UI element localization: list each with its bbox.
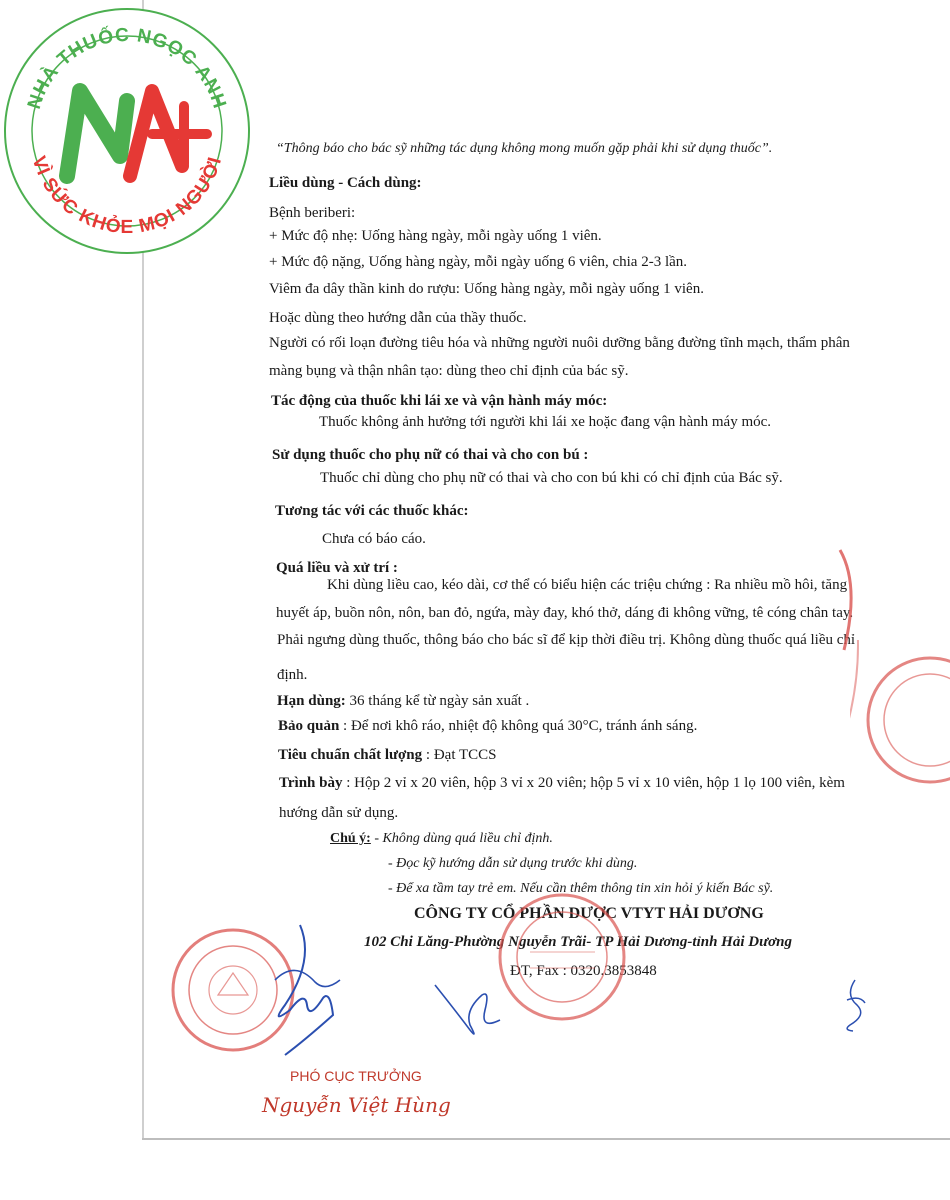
overdose-heading: Quá liều và xử trí : [276,560,398,576]
digestive-text-1: Người có rối loạn đường tiêu hóa và những người nuôi dưỡng bằng đường tĩnh mạch, thẩm phân [269,335,850,351]
overdose-text-4: định. [277,667,308,683]
company-name: CÔNG TY CỔ PHẦN DƯỢC VTYT HẢI DƯƠNG [414,905,764,922]
signature-name: Nguyễn Việt Hùng [262,1093,451,1117]
expiry-value: 36 tháng kể từ ngày sản xuất . [349,693,530,709]
signature-title: PHÓ CỤC TRƯỞNG [290,1068,422,1084]
digestive-text-2: màng bụng và thận nhân tạo: dùng theo chỉ định của bác sỹ. [269,363,629,379]
company-seal-stamp [495,890,630,1025]
mild-dosage: + Mức độ nhẹ: Uống hàng ngày, mỗi ngày uống 1 viên. [269,228,602,244]
storage-value: : Để nơi khô ráo, nhiệt độ không quá 30°C, tránh ánh sáng. [343,718,698,734]
presentation-value: : Hộp 2 vỉ x 20 viên, hộp 3 vỉ x 20 viên; hộp 5 vỉ x 10 viên, hộp 1 lọ 100 viên, kèm [346,775,845,791]
presentation-label: Trình bày [279,775,343,791]
neuritis-dosage: Viêm đa dây thần kinh do rượu: Uống hàng ngày, mỗi ngày uống 1 viên. [269,281,704,297]
driving-text: Thuốc không ảnh hưởng tới người khi lái xe hoặc đang vận hành máy móc. [319,414,772,430]
storage-line [278,717,697,735]
pregnancy-text: Thuốc chỉ dùng cho phụ nữ có thai và cho con bú khi có chỉ định của Bác sỹ. [320,470,783,486]
pregnancy-heading: Sử dụng thuốc cho phụ nữ có thai và cho con bú : [272,447,589,463]
follow-doctor: Hoặc dùng theo hướng dẫn của thầy thuốc. [269,310,527,326]
logo-top-text: NHÀ THUỐC NGỌC ANH [23,24,231,112]
overdose-text-3: Phải ngưng dùng thuốc, thông báo cho bác sĩ để kịp thời điều trị. Không dùng thuốc quá liều chỉ [277,632,856,648]
red-pen-stroke [832,545,862,655]
overdose-text-1: Khi dùng liều cao, kéo dài, cơ thể có biểu hiện các triệu chứng : Ra nhiều mồ hôi, tăng [327,577,848,593]
scan-bottom-edge [142,1138,950,1140]
expiry-label: Hạn dùng: [277,693,346,709]
note-line-1 [330,830,553,848]
note-text-1: - Không dùng quá liều chỉ định. [374,831,553,846]
interaction-text: Chưa có báo cáo. [322,531,426,547]
beriberi-text: Bệnh beriberi: [269,205,356,221]
pharmacy-logo [2,6,252,256]
overdose-text-2: huyết áp, buồn nôn, nôn, ban đỏ, ngứa, mày đay, khó thở, dáng đi không vững, tê cóng chân tay. [276,605,854,621]
signature-right [835,975,875,1035]
standard-value: : Đạt TCCS [425,747,497,763]
expiry-line [277,692,529,710]
note-text-3: - Để xa tầm tay trẻ em. Nếu cần thêm thông tin xin hỏi ý kiến Bác sỹ. [388,881,774,896]
signature-middle [430,975,510,1045]
driving-heading: Tác động của thuốc khi lái xe và vận hành máy móc: [271,393,608,409]
logo-bottom-text: VÌ SỨC KHỎE MỌI NGƯỜI [27,153,227,239]
company-address: 102 Chi Lăng-Phường Nguyễn Trãi- TP Hải Dương-tỉnh Hải Dương [364,934,792,950]
note-label: Chú ý: [330,831,371,846]
notice-text: “Thông báo cho bác sỹ những tác dụng không mong muốn gặp phải khi sử dụng thuốc”. [276,141,773,156]
standard-label: Tiêu chuẩn chất lượng [278,747,423,763]
interaction-heading: Tương tác với các thuốc khác: [275,503,469,519]
severe-dosage: + Mức độ nặng, Uống hàng ngày, mỗi ngày uống 6 viên, chia 2-3 lần. [269,254,688,270]
storage-label: Bảo quản [278,718,340,734]
dosage-heading: Liều dùng - Cách dùng: [269,175,422,191]
edge-seal-stamp [850,640,950,800]
presentation-line [279,774,845,792]
presentation-text-2: hướng dẫn sử dụng. [279,805,399,821]
company-phone: ĐT, Fax : 0320.3853848 [510,963,657,979]
signature-left [245,920,365,1060]
standard-line [278,746,496,764]
note-text-2: - Đọc kỹ hướng dẫn sử dụng trước khi dùng. [388,856,638,871]
